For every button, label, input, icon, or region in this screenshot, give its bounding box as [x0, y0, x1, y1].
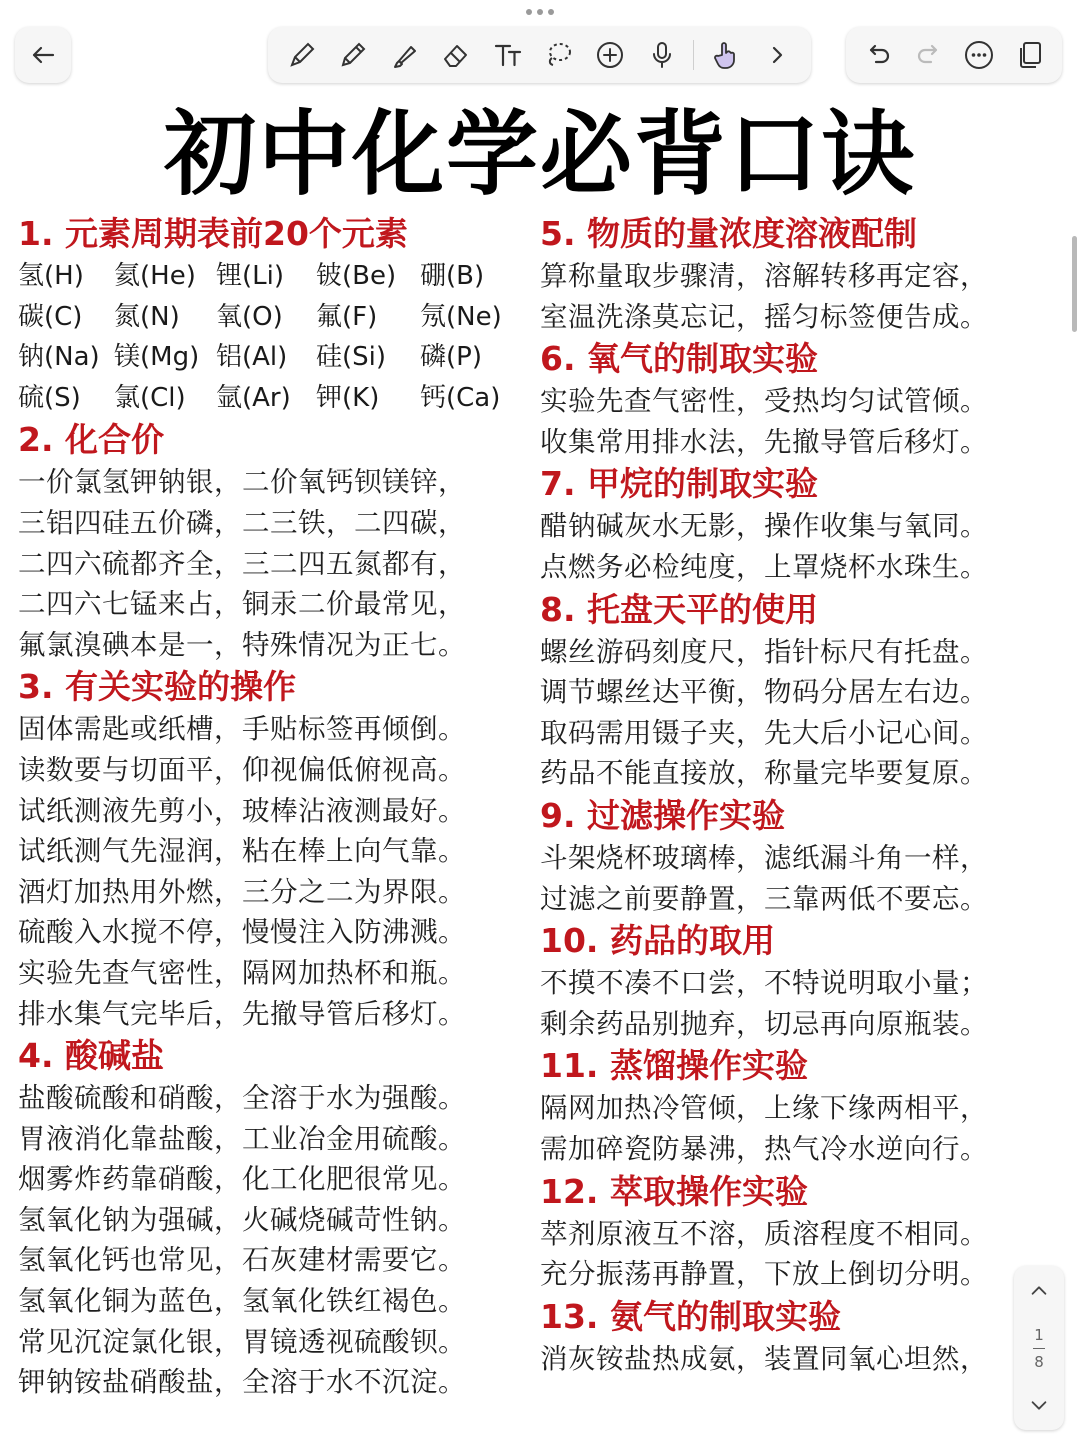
verse-line: 盐酸硫酸和硝酸，全溶于水为强酸。 — [18, 1082, 466, 1115]
section-title: 6. 氧气的制取实验 — [540, 339, 818, 379]
verse-line: 二四六硫都齐全，三二四五氮都有， — [18, 547, 466, 580]
hand-pointer-icon[interactable] — [706, 35, 746, 75]
element-row — [18, 337, 518, 378]
verse-line: 排水集气完毕后，先撤导管后移灯。 — [18, 997, 466, 1030]
section-title: 12. 萃取操作实验 — [540, 1171, 808, 1211]
back-button[interactable] — [15, 27, 71, 83]
element-cell: 氟(F) — [316, 301, 378, 332]
verse-line: 氢氧化钙也常见，石灰建材需要它。 — [18, 1244, 466, 1277]
verse-line: 酒灯加热用外燃，三分之二为界限。 — [18, 875, 466, 908]
verse-line: 钾钠铵盐硝酸盐，全溶于水不沉淀。 — [18, 1366, 466, 1399]
verse-line: 氢氧化钠为强碱，火碱烧碱苛性钠。 — [18, 1203, 466, 1236]
element-row — [18, 256, 518, 297]
verse-line: 读数要与切面平，仰视偏低俯视高。 — [18, 753, 466, 786]
element-cell: 铝(Al) — [216, 342, 288, 373]
element-cell: 锂(Li) — [216, 261, 284, 291]
verse-line: 烟雾炸药靠硝酸，化工化肥很常见。 — [18, 1163, 466, 1196]
verse-line: 消灰铵盐热成氨，装置同氧心坦然， — [540, 1342, 988, 1375]
element-cell: 铍(Be) — [316, 261, 397, 291]
element-cell: 镁(Mg) — [114, 342, 200, 373]
verse-line: 剩余药品别抛弃，切忌再向原瓶装。 — [540, 1007, 988, 1040]
element-cell: 氯(Cl) — [114, 382, 186, 413]
element-cell: 钾(K) — [316, 382, 380, 413]
element-cell: 磷(P) — [420, 342, 482, 373]
verse-line: 硫酸入水搅不停，慢慢注入防沸溅。 — [18, 916, 466, 949]
undo-icon[interactable] — [858, 35, 898, 75]
element-cell: 硅(Si) — [316, 342, 387, 373]
page-navigator — [1014, 1266, 1064, 1430]
eraser-icon[interactable] — [436, 35, 476, 75]
verse-line: 固体需匙或纸槽，手贴标签再倾倒。 — [18, 713, 466, 746]
microphone-icon[interactable] — [642, 35, 682, 75]
verse-line: 取码需用镊子夹，先大后小记心间。 — [540, 716, 988, 749]
section-title: 2. 化合价 — [18, 420, 164, 460]
page-title: 初中化学必背口诀 — [163, 101, 916, 208]
pen-icon[interactable] — [282, 35, 322, 75]
lasso-icon[interactable] — [539, 35, 579, 75]
chevron-up-icon — [1028, 1280, 1050, 1302]
section-title: 1. 元素周期表前20个元素 — [18, 214, 408, 253]
section-title: 3. 有关实验的操作 — [18, 667, 296, 707]
section-title: 10. 药品的取用 — [540, 921, 775, 961]
drawing-tools — [268, 27, 811, 83]
chevron-right-icon[interactable] — [757, 35, 797, 75]
left-column — [18, 212, 518, 1403]
element-cell: 硼(B) — [420, 261, 485, 291]
page-indicator — [1033, 1326, 1045, 1371]
verse-line: 实验先查气密性，隔网加热杯和瓶。 — [18, 956, 466, 989]
verse-line: 三铝四硅五价磷，二三铁，二四碳， — [18, 506, 466, 539]
verse-line: 胃液消化靠盐酸，工业冶金用硫酸。 — [18, 1122, 466, 1155]
pencil-icon[interactable] — [333, 35, 373, 75]
verse-line: 氟氯溴碘本是一，特殊情况为正七。 — [18, 628, 466, 661]
verse-line: 药品不能直接放，称量完毕要复原。 — [540, 757, 988, 790]
verse-line: 试纸测液先剪小，玻棒沾液测最好。 — [18, 794, 466, 827]
verse-line: 点燃务必检纯度，上罩烧杯水珠生。 — [540, 550, 988, 583]
verse-line: 斗架烧杯玻璃棒，滤纸漏斗角一样， — [540, 841, 988, 874]
element-cell: 钠(Na) — [18, 342, 100, 373]
total-pages: 8 — [1034, 1352, 1044, 1371]
verse-line: 过滤之前要静置，三靠两低不要忘。 — [540, 882, 988, 915]
verse-line: 算称量取步骤清，溶解转移再定容， — [540, 260, 988, 292]
page-down-button[interactable] — [1022, 1388, 1056, 1422]
back-arrow-icon — [23, 35, 63, 75]
window-grabber[interactable] — [524, 6, 556, 18]
verse-line: 常见沉淀氯化银，胃镜透视硫酸钡。 — [18, 1325, 466, 1358]
highlighter-icon[interactable] — [385, 35, 425, 75]
verse-line: 室温洗涤莫忘记，摇匀标签便告成。 — [540, 300, 988, 333]
pages-icon[interactable] — [1010, 35, 1050, 75]
document-actions — [846, 27, 1062, 83]
section-title: 4. 酸碱盐 — [18, 1036, 164, 1076]
verse-line: 试纸测气先湿润，粘在棒上向气靠。 — [18, 835, 466, 868]
vertical-scrollbar[interactable] — [1072, 236, 1077, 332]
verse-line: 调节螺丝达平衡，物码分居左右边。 — [540, 676, 988, 709]
verse-line: 醋钠碱灰水无影，操作收集与氧同。 — [540, 510, 988, 543]
toolbar-divider — [693, 40, 694, 70]
element-cell: 氩(Ar) — [216, 382, 291, 413]
right-column — [540, 212, 1070, 1379]
element-cell: 碳(C) — [18, 301, 83, 332]
top-toolbar — [0, 0, 1080, 100]
section-title: 11. 蒸馏操作实验 — [540, 1046, 808, 1086]
verse-line: 一价氯氢钾钠银，二价氧钙钡镁锌， — [18, 466, 466, 499]
current-page: 1 — [1034, 1325, 1044, 1344]
element-cell: 氮(N) — [114, 301, 180, 332]
element-cell: 氖(Ne) — [420, 301, 502, 332]
redo-icon[interactable] — [909, 35, 949, 75]
verse-line: 氢氧化铜为蓝色，氢氧化铁红褐色。 — [18, 1285, 466, 1318]
verse-line: 萃剂原液互不溶，质溶程度不相同。 — [540, 1217, 988, 1250]
verse-line: 不摸不凑不口尝，不特说明取小量； — [540, 967, 988, 1000]
element-cell: 氦(He) — [114, 261, 196, 291]
element-cell: 硫(S) — [18, 382, 81, 413]
section-title: 13. 氨气的制取实验 — [540, 1296, 841, 1336]
verse-line: 需加碎瓷防暴沸，热气冷水逆向行。 — [540, 1132, 988, 1165]
element-row — [18, 378, 518, 419]
chevron-down-icon — [1028, 1394, 1050, 1416]
add-icon[interactable] — [590, 35, 630, 75]
element-cell: 钙(Ca) — [420, 382, 501, 413]
verse-line: 隔网加热冷管倾，上缘下缘两相平， — [540, 1092, 988, 1125]
page-up-button[interactable] — [1022, 1274, 1056, 1308]
verse-line: 螺丝游码刻度尺，指针标尺有托盘。 — [540, 635, 988, 668]
text-icon[interactable] — [488, 35, 528, 75]
section-title: 8. 托盘天平的使用 — [540, 589, 818, 629]
element-cell: 氢(H) — [18, 261, 84, 291]
section-title: 9. 过滤操作实验 — [540, 795, 785, 835]
section-title: 7. 甲烷的制取实验 — [540, 464, 818, 504]
element-row — [18, 297, 518, 338]
element-cell: 氧(O) — [216, 301, 283, 332]
verse-line: 二四六七锰来占，铜汞二价最常见， — [18, 588, 466, 621]
more-icon[interactable] — [959, 35, 999, 75]
verse-line: 充分振荡再静置，下放上倒切分明。 — [540, 1258, 988, 1291]
verse-line: 实验先查气密性，受热均匀试管倾。 — [540, 385, 988, 418]
page-divider — [1033, 1348, 1045, 1349]
verse-line: 收集常用排水法，先撤导管后移灯。 — [540, 425, 988, 458]
section-title: 5. 物质的量浓度溶液配制 — [540, 214, 917, 253]
